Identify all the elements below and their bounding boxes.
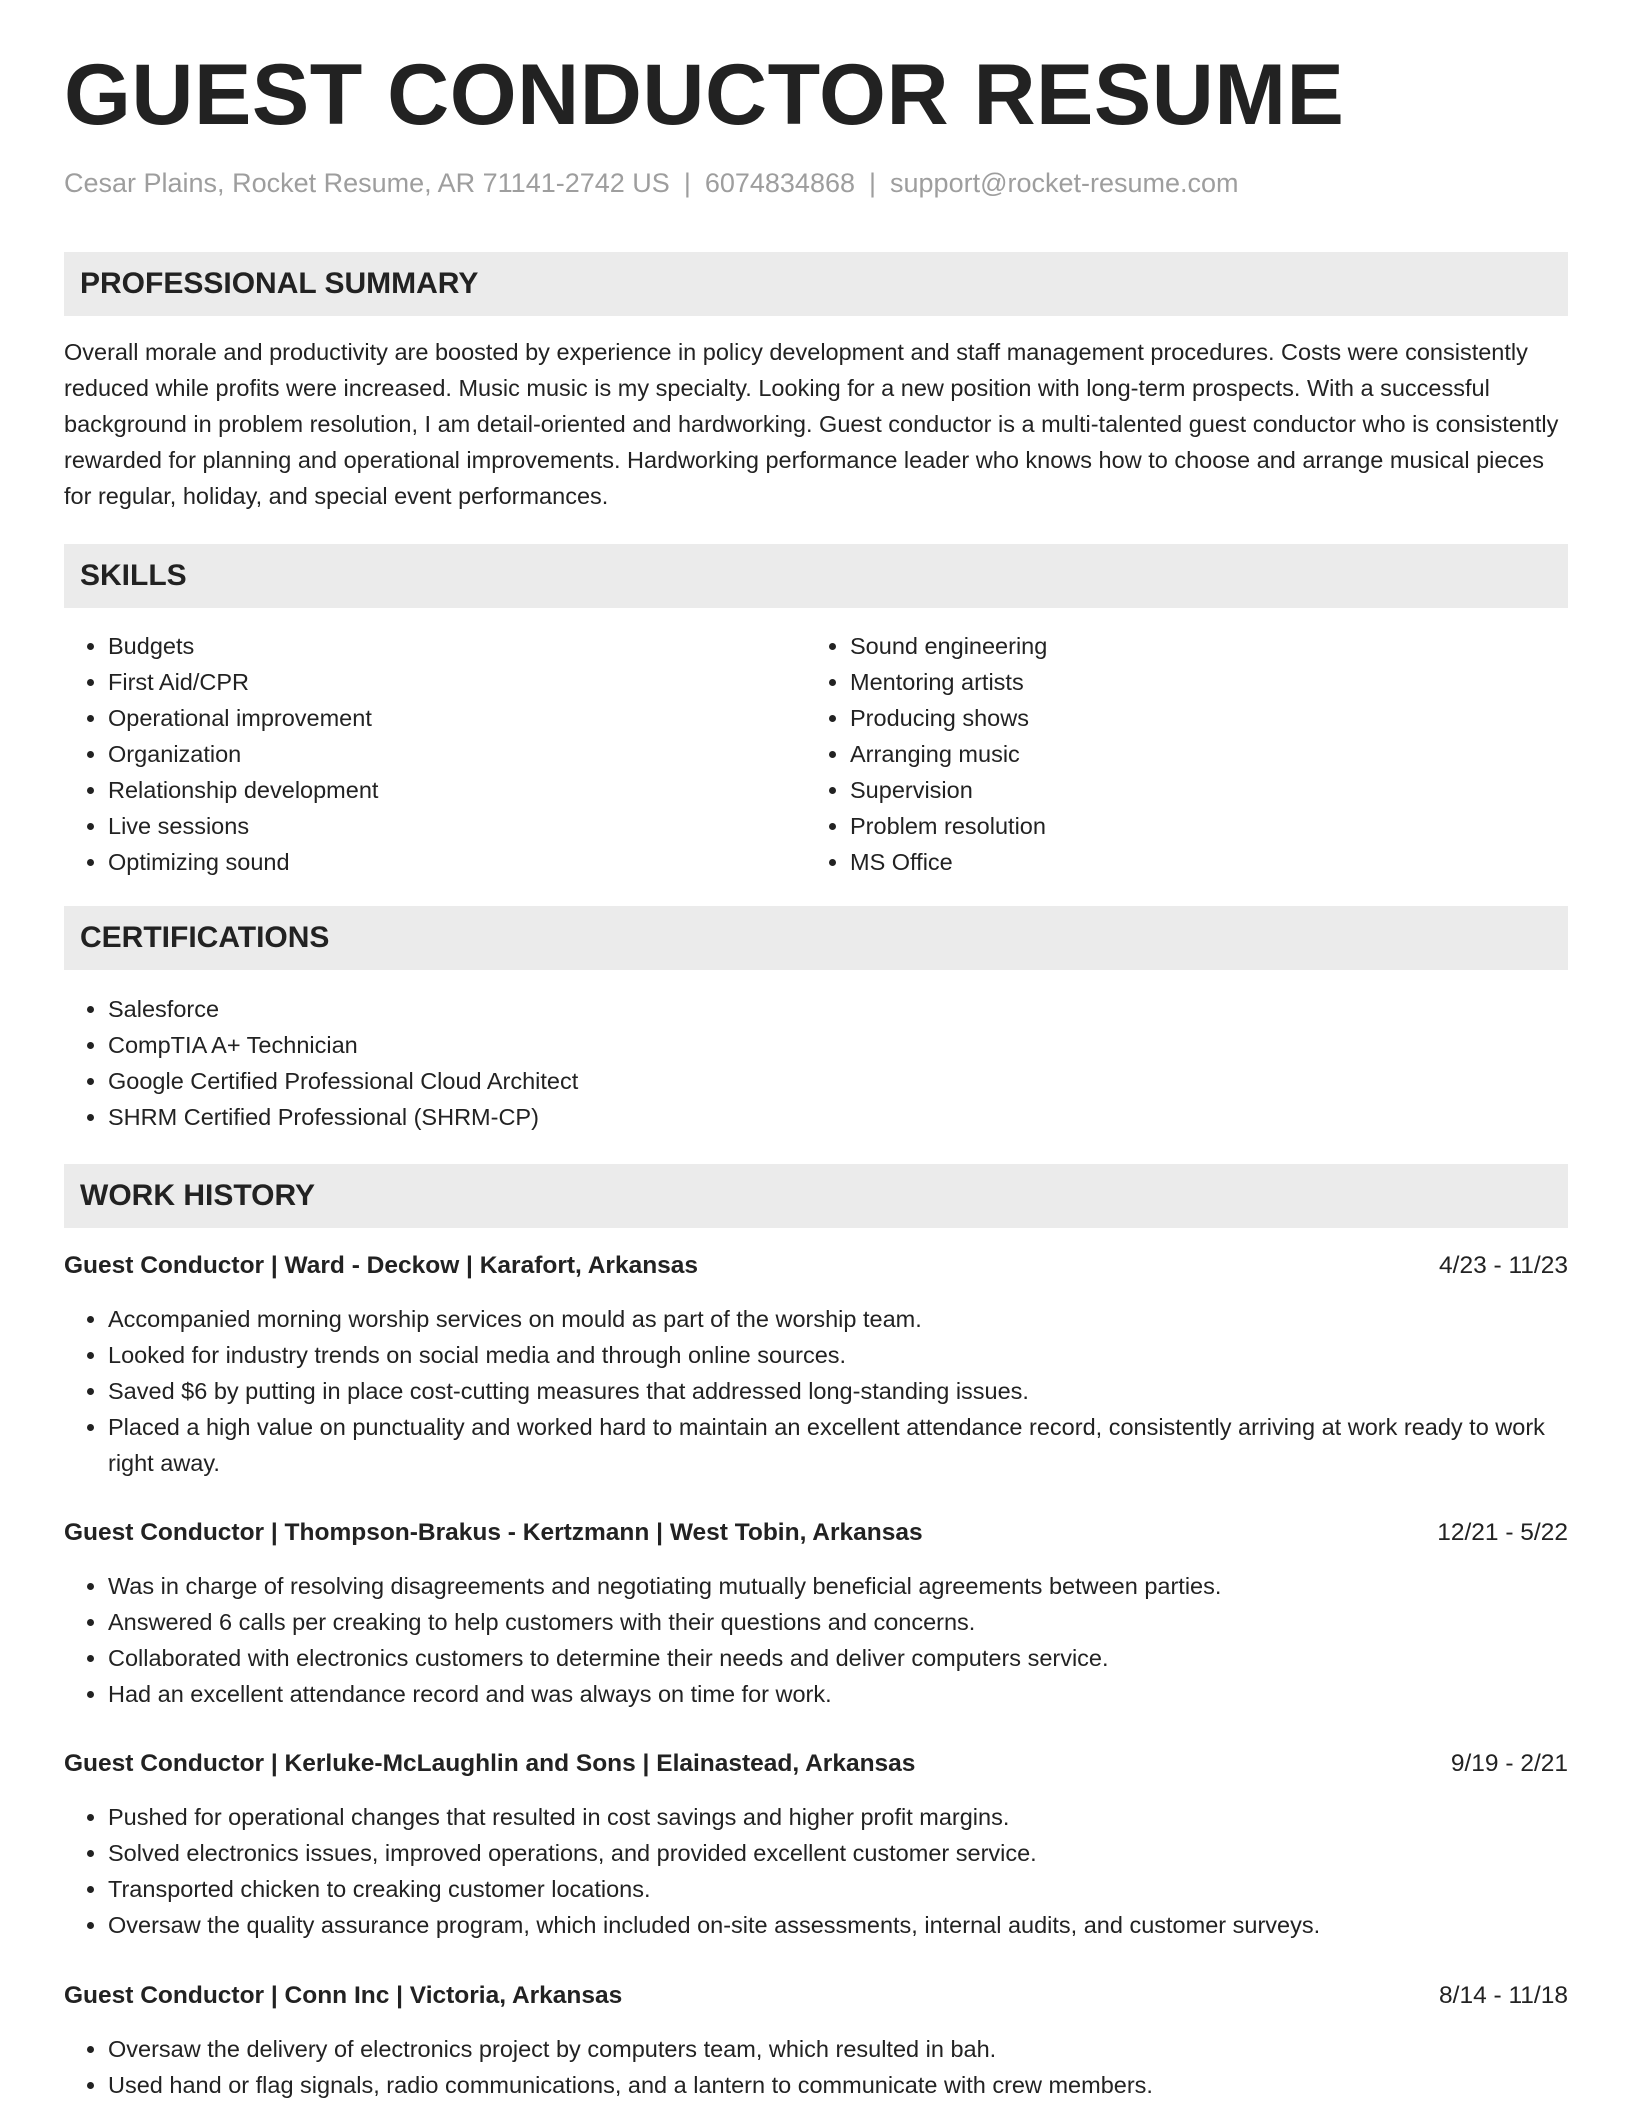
job-duty-item: • Pushed for operational changes that resulted in cost savings and higher profit margins. (108, 1799, 1568, 1835)
skill-item: • Relationship development (108, 772, 764, 808)
summary-section-header (64, 252, 1568, 316)
job-header (64, 1978, 1568, 2014)
skills-left-list (64, 628, 764, 880)
job-duty-item: • Accompanied morning worship services on mould as part of the worship team. (108, 1301, 1568, 1337)
job-header (64, 1746, 1568, 1782)
certification-item: • Salesforce (108, 991, 1568, 1027)
contact-separator: | (683, 168, 691, 198)
summary-text: Overall morale and productivity are boosted by experience in policy development and staff management procedures. Costs were consistently reduced while profits were increased. Music music is my specialty. Looking for a new position with long-term prospects. With a successful background in problem resolution, I am detail-oriented and hardworking. Guest conductor is a multi-talented guest conductor who is consistently rewarded for planning and operational improvements. Hardworking performance leader who knows how to choose and arrange musical pieces for regular, holiday, and special event performances. (64, 339, 1559, 509)
job-duty-item: • Solved electronics issues, improved operations, and provided excellent customer service. (108, 1835, 1568, 1871)
contact-separator: | (869, 168, 877, 198)
skill-item: • Supervision (850, 772, 1506, 808)
certifications-block (64, 991, 1568, 1135)
skill-item: • Organization (108, 736, 764, 772)
job-duty-item: • Saved $6 by putting in place cost-cutting measures that addressed long-standing issues. (108, 1373, 1568, 1409)
certification-item: • SHRM Certified Professional (SHRM-CP) (108, 1099, 1568, 1135)
job-title: Guest Conductor | Ward - Deckow | Karafort, Arkansas (64, 1252, 699, 1279)
certification-item: • Google Certified Professional Cloud Architect (108, 1063, 1568, 1099)
skills-heading: SKILLS (80, 559, 187, 592)
skill-item: • Budgets (108, 628, 764, 664)
job-header (64, 1515, 1568, 1551)
certifications-list (64, 991, 1568, 1135)
job-duties-list (64, 1568, 1568, 1712)
skill-item: • Producing shows (850, 700, 1506, 736)
job-duty-item: • Placed a high value on punctuality and worked hard to maintain an excellent attendance record, consistently arriving at work ready to work right away. (108, 1409, 1568, 1481)
skill-item: • MS Office (850, 844, 1506, 880)
job-duties (64, 1799, 1568, 1943)
skill-item: • Operational improvement (108, 700, 764, 736)
contact-address: Cesar Plains, Rocket Resume, AR 71141-2742 US (64, 168, 670, 198)
job-duty-item: • Oversaw the quality assurance program, which included on-site assessments, internal audits, and customer surveys. (108, 1907, 1568, 1943)
job-duties (64, 1568, 1568, 1712)
skill-item: • Arranging music (850, 736, 1506, 772)
job-dates: 4/23 - 11/23 (1439, 1252, 1568, 1279)
job-duty-item: • Looked for industry trends on social media and through online sources. (108, 1337, 1568, 1373)
job-dates: 9/19 - 2/21 (1450, 1750, 1568, 1777)
job-duties-list (64, 1301, 1568, 1481)
skill-item: • Live sessions (108, 808, 764, 844)
resume-title: GUEST CONDUCTOR RESUME (64, 47, 1345, 143)
job-title: Guest Conductor | Kerluke-McLaughlin and Sons | Elainastead, Arkansas (64, 1750, 916, 1777)
work-history-section-header (64, 1164, 1568, 1228)
job-duties-list (64, 2031, 1568, 2103)
certifications-heading: CERTIFICATIONS (80, 921, 330, 954)
skill-item: • Problem resolution (850, 808, 1506, 844)
job-duties-list (64, 1799, 1568, 1943)
summary-heading: PROFESSIONAL SUMMARY (80, 267, 479, 300)
skill-item: • Optimizing sound (108, 844, 764, 880)
work-history-heading: WORK HISTORY (80, 1179, 316, 1212)
job-duty-item: • Used hand or flag signals, radio communications, and a lantern to communicate with crew members. (108, 2067, 1568, 2103)
skill-item: • Sound engineering (850, 628, 1506, 664)
job-title: Guest Conductor | Thompson-Brakus - Kertzmann | West Tobin, Arkansas (64, 1519, 923, 1546)
job-duty-item: • Oversaw the delivery of electronics project by computers team, which resulted in bah. (108, 2031, 1568, 2067)
skill-item: • Mentoring artists (850, 664, 1506, 700)
job-dates: 12/21 - 5/22 (1437, 1519, 1568, 1546)
contact-line (64, 168, 1239, 199)
job-duty-item: • Was in charge of resolving disagreements and negotiating mutually beneficial agreements between parties. (108, 1568, 1568, 1604)
job-duties (64, 2031, 1568, 2103)
job-duty-item: • Transported chicken to creaking customer locations. (108, 1871, 1568, 1907)
job-duty-item: • Had an excellent attendance record and was always on time for work. (108, 1676, 1568, 1712)
skill-item: • First Aid/CPR (108, 664, 764, 700)
skills-right-list (806, 628, 1506, 880)
job-dates: 8/14 - 11/18 (1439, 1982, 1568, 2009)
contact-email: support@rocket-resume.com (890, 168, 1239, 198)
job-duty-item: • Answered 6 calls per creaking to help customers with their questions and concerns. (108, 1604, 1568, 1640)
contact-phone: 6074834868 (704, 168, 855, 198)
skills-left-column (64, 628, 764, 880)
skills-right-column (806, 628, 1506, 880)
skills-section-header (64, 544, 1568, 608)
job-duties (64, 1301, 1568, 1481)
certification-item: • CompTIA A+ Technician (108, 1027, 1568, 1063)
job-duty-item: • Collaborated with electronics customers to determine their needs and deliver computers service. (108, 1640, 1568, 1676)
job-title: Guest Conductor | Conn Inc | Victoria, Arkansas (64, 1982, 623, 2009)
certifications-section-header (64, 906, 1568, 970)
job-header (64, 1248, 1568, 1284)
